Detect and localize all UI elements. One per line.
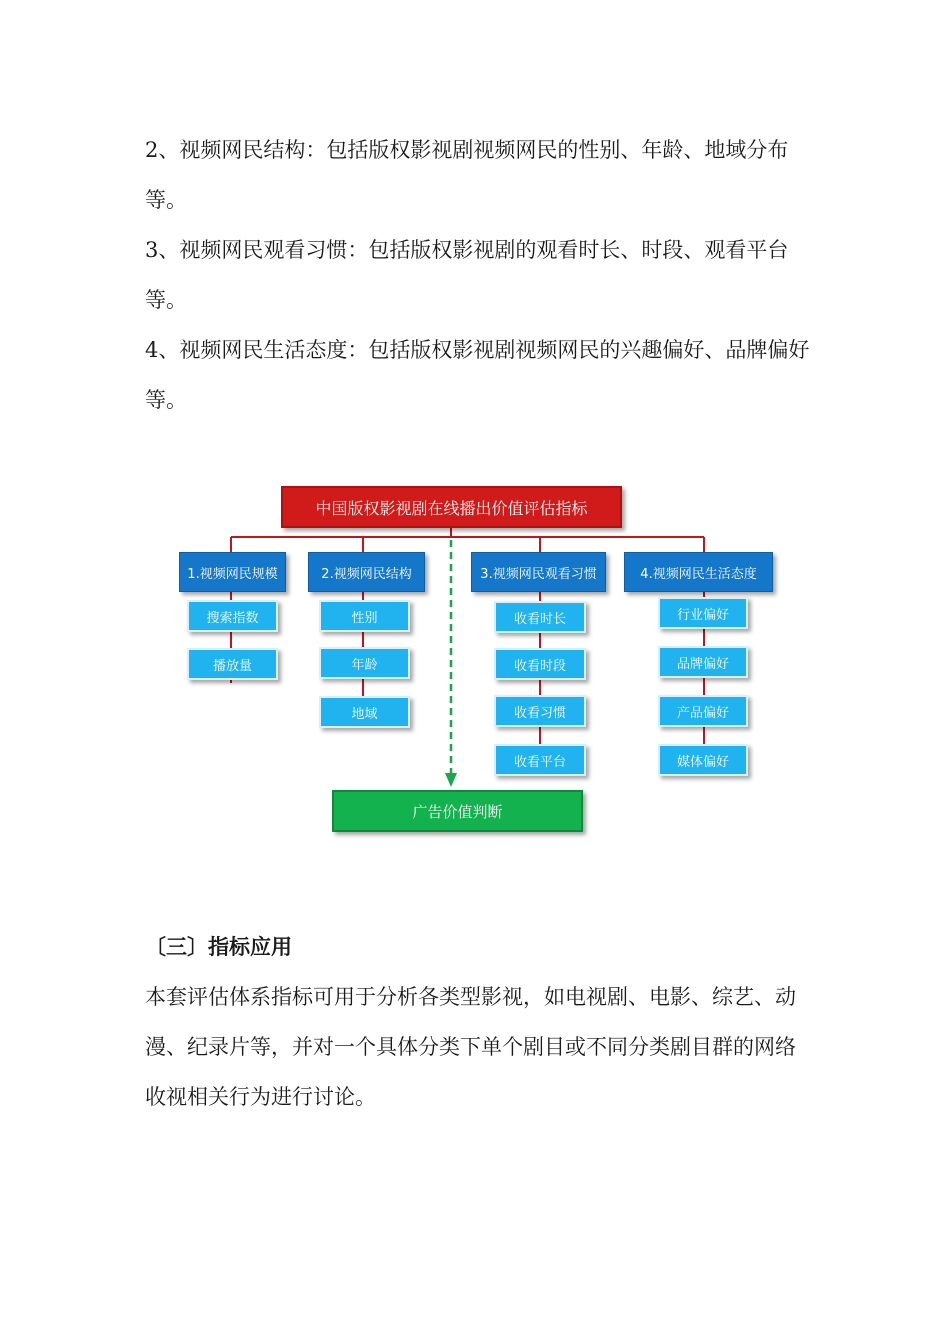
item-box-age: 年龄 <box>319 647 410 679</box>
category-box-1: 1.视频网民规模 <box>179 552 286 592</box>
section-body: 本套评估体系指标可用于分析各类型影视，如电视剧、电影、综艺、动漫、纪录片等，并对一个具体分类下单个剧目或不同分类剧目群的网络收视相关行为进行讨论。 <box>145 985 796 1109</box>
item-box-media-preference: 媒体偏好 <box>658 744 748 776</box>
category-box-3: 3.视频网民观看习惯 <box>471 552 606 592</box>
paragraph-item-4: 4、视频网民生活态度：包括版权影视剧视频网民的兴趣偏好、品牌偏好等。 <box>145 338 810 412</box>
category-box-2: 2.视频网民结构 <box>308 552 425 592</box>
item-box-gender: 性别 <box>319 600 410 632</box>
paragraph-item-3: 3、视频网民观看习惯：包括版权影视剧的观看时长、时段、观看平台等。 <box>145 238 789 312</box>
item-box-product-preference: 产品偏好 <box>658 695 748 727</box>
item-box-watch-habit: 收看习惯 <box>494 695 586 727</box>
item-box-search-index: 搜索指数 <box>187 600 278 632</box>
item-box-region: 地域 <box>319 696 410 728</box>
item-box-watch-platform: 收看平台 <box>494 744 586 776</box>
item-box-brand-preference: 品牌偏好 <box>658 646 748 678</box>
item-box-watch-duration: 收看时长 <box>494 601 586 633</box>
item-box-play-count: 播放量 <box>187 648 278 680</box>
diagram-root-box: 中国版权影视剧在线播出价值评估指标 <box>281 486 622 528</box>
result-box-ad-value: 广告价值判断 <box>332 790 583 832</box>
item-box-industry-preference: 行业偏好 <box>658 597 748 629</box>
item-box-watch-period: 收看时段 <box>494 648 586 680</box>
section-heading: 〔三〕指标应用 <box>145 935 292 959</box>
category-box-4: 4.视频网民生活态度 <box>624 552 773 592</box>
paragraph-item-2: 2、视频网民结构：包括版权影视剧视频网民的性别、年龄、地域分布等。 <box>145 138 789 212</box>
connector-arrow-head <box>445 773 457 787</box>
